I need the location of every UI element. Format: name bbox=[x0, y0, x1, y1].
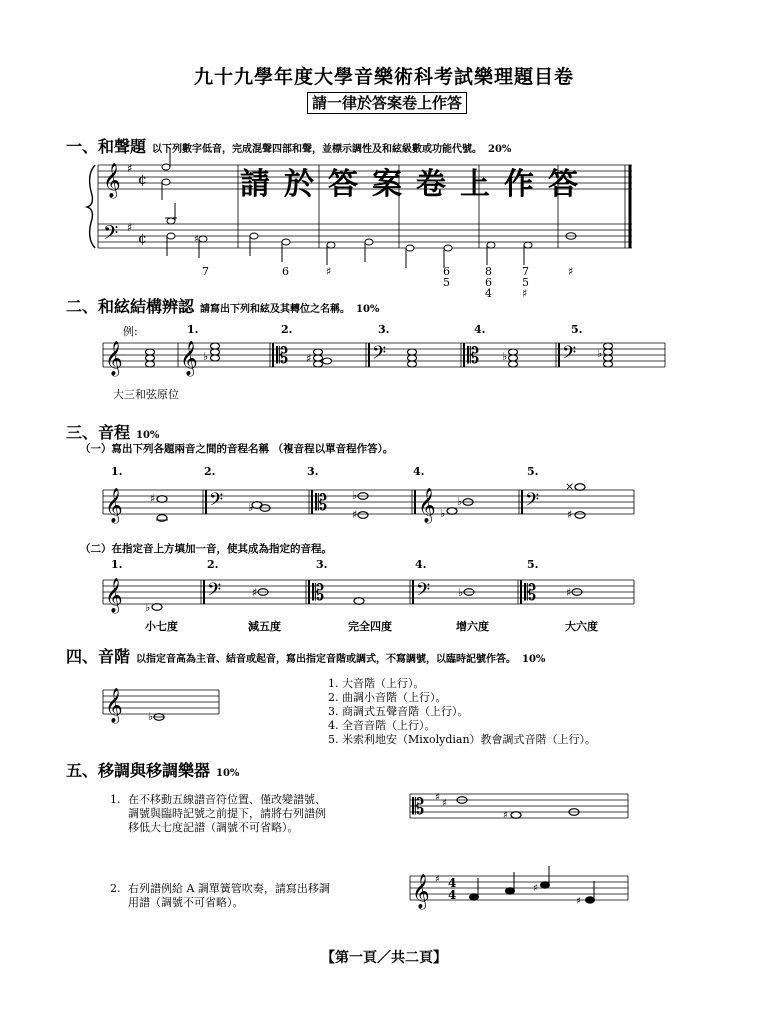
svg-text:大六度: 大六度 bbox=[565, 620, 598, 633]
q1-line: 調號與臨時記號之前提下，請將右列譜例 bbox=[128, 807, 326, 820]
sharp-icon: ♯ bbox=[127, 162, 133, 175]
sharp-icon: ♯ bbox=[533, 883, 538, 894]
bass-clef-icon: 𝄢 bbox=[525, 490, 540, 515]
flat-icon: ♭ bbox=[597, 347, 603, 360]
section5-staff2-symbols bbox=[412, 874, 581, 910]
svg-text:5: 5 bbox=[522, 276, 529, 289]
svg-text:減五度: 減五度 bbox=[248, 620, 281, 633]
example-label: 例: bbox=[123, 325, 138, 338]
svg-text:5.: 5. bbox=[571, 323, 583, 336]
svg-text:1.: 1. bbox=[111, 465, 123, 478]
sharp-icon: ♯ bbox=[435, 792, 440, 803]
section1-title: 一、和聲題 bbox=[66, 137, 147, 156]
section2-instruction: 請寫出下列和絃及其轉位之名稱。 bbox=[200, 304, 351, 315]
section3a-staff bbox=[103, 490, 634, 514]
section2-numbers bbox=[187, 323, 582, 336]
svg-text:3.: 3. bbox=[378, 323, 390, 336]
double-sharp-icon: × bbox=[565, 480, 575, 493]
svg-text:♯: ♯ bbox=[568, 265, 574, 278]
sharp-icon: ♯ bbox=[127, 221, 133, 234]
alto-clef-icon: 𝄡 bbox=[524, 581, 537, 606]
q2-number: 2. bbox=[110, 882, 121, 895]
svg-text:小七度: 小七度 bbox=[145, 620, 178, 633]
alto-clef-icon: 𝄡 bbox=[315, 491, 328, 516]
flat-icon: ♭ bbox=[458, 586, 464, 599]
watermark-answer: 請於答案卷上作答 bbox=[240, 167, 592, 202]
svg-text:5.: 5. bbox=[527, 558, 539, 571]
section1-instruction: 以下列數字低音，完成混聲四部和聲，並標示調性及和絃級數或功能代號。 bbox=[152, 144, 483, 155]
svg-text:2.: 2. bbox=[204, 465, 216, 478]
svg-text:1.: 1. bbox=[187, 323, 199, 336]
sharp-icon: ♯ bbox=[194, 234, 199, 245]
treble-clef-icon: 𝄞 bbox=[418, 488, 436, 523]
section5-title: 五、移調與移調樂器 bbox=[66, 761, 211, 780]
section4-instruction: 以指定音高為主音、結音或起音，寫出指定音階或調式，不寫調號，以臨時記號作答。 bbox=[136, 654, 517, 665]
svg-text:4: 4 bbox=[485, 287, 492, 300]
time-sig-top: 4 bbox=[448, 876, 457, 890]
svg-text:6: 6 bbox=[443, 265, 450, 278]
sharp-icon: ♯ bbox=[352, 508, 358, 521]
flat-icon: ♭ bbox=[248, 501, 254, 514]
flat-icon: ♭ bbox=[352, 489, 358, 502]
bass-clef-icon: 𝄢 bbox=[562, 343, 577, 368]
svg-text:5.: 5. bbox=[527, 465, 539, 478]
svg-text:4.: 4. bbox=[474, 323, 486, 336]
sharp-icon: ♯ bbox=[435, 874, 440, 885]
cut-time-icon: ¢ bbox=[138, 231, 147, 247]
flat-icon: ♭ bbox=[457, 495, 463, 508]
svg-text:3.: 3. bbox=[316, 558, 328, 571]
bass-clef-icon: 𝄢 bbox=[416, 580, 431, 605]
bass-clef-icon: 𝄢 bbox=[207, 580, 222, 605]
figured-bass bbox=[202, 265, 573, 300]
time-sig-bottom: 4 bbox=[448, 888, 457, 902]
section2-weight: 10% bbox=[356, 304, 380, 315]
treble-clef-icon: 𝄞 bbox=[105, 488, 123, 523]
sharp-icon: ♯ bbox=[576, 896, 581, 907]
sharp-icon: ♯ bbox=[566, 586, 572, 599]
flat-icon: ♭ bbox=[203, 350, 209, 363]
svg-text:♯: ♯ bbox=[522, 287, 528, 300]
alto-clef-icon: 𝄡 bbox=[412, 795, 425, 820]
scale-item: 3. 商調式五聲音階（上行）。 bbox=[328, 705, 469, 718]
sharp-icon: ♯ bbox=[306, 352, 312, 365]
q1-line: 移低大七度記譜（調號不可省略）。 bbox=[128, 821, 299, 834]
svg-text:7: 7 bbox=[202, 265, 209, 278]
q2-line: 用譜（調號不可省略）。 bbox=[128, 896, 244, 909]
treble-clef-icon: 𝄞 bbox=[105, 341, 123, 376]
tenor-clef-icon: 𝄡 bbox=[467, 344, 480, 369]
sharp-icon: ♯ bbox=[252, 586, 258, 599]
svg-text:6: 6 bbox=[485, 276, 492, 289]
section4-title: 四、音階 bbox=[66, 647, 131, 666]
answer-notice: 請一律於答案卷上作答 bbox=[307, 92, 467, 114]
sharp-icon: ♯ bbox=[150, 492, 156, 505]
flat-icon: ♭ bbox=[145, 601, 151, 614]
section1-weight: 20% bbox=[488, 144, 512, 155]
section2-title: 二、和絃結構辨認 bbox=[66, 297, 195, 316]
page-footer: 【第一頁／共二頁】 bbox=[321, 950, 447, 966]
svg-text:完全四度: 完全四度 bbox=[348, 620, 392, 633]
svg-text:4.: 4. bbox=[413, 465, 425, 478]
treble-clef-icon: 𝄞 bbox=[103, 163, 121, 198]
svg-text:7: 7 bbox=[522, 265, 529, 278]
sharp-icon: ♯ bbox=[503, 810, 508, 821]
page-title: 九十九學年度大學音樂術科考試樂理題目卷 bbox=[193, 66, 574, 88]
flat-icon: ♭ bbox=[148, 710, 154, 723]
section4-weight: 10% bbox=[522, 654, 546, 665]
svg-text:2.: 2. bbox=[207, 558, 219, 571]
section3a-numbers bbox=[111, 465, 538, 478]
scale-item: 1. 大音階（上行）。 bbox=[328, 677, 425, 690]
svg-text:2.: 2. bbox=[281, 323, 293, 336]
section3-weight: 10% bbox=[136, 430, 160, 441]
svg-text:1.: 1. bbox=[111, 558, 123, 571]
flat-icon: ♭ bbox=[440, 507, 446, 520]
q1-number: 1. bbox=[110, 793, 121, 806]
q2-line: 右列譜例給 A 調單簧管吹奏，請寫出移調 bbox=[128, 882, 330, 895]
tenor-clef-icon: 𝄡 bbox=[312, 581, 325, 606]
section3b-symbols bbox=[105, 578, 571, 614]
section1-notes bbox=[162, 148, 576, 268]
svg-text:3.: 3. bbox=[307, 465, 319, 478]
scale-item: 2. 曲調小音階（上行）。 bbox=[328, 691, 447, 704]
section3b-staff bbox=[103, 580, 634, 604]
treble-clef-icon: 𝄞 bbox=[105, 578, 123, 613]
scale-item: 5. 米索利地安（Mixolydian）教會調式音階（上行）。 bbox=[328, 733, 597, 746]
section3-part2: （二）在指定音上方填加一音，使其成為指定的音程。 bbox=[80, 543, 332, 555]
alto-clef-icon: 𝄡 bbox=[276, 344, 289, 369]
section5-staff2 bbox=[410, 876, 628, 900]
svg-text:5: 5 bbox=[443, 276, 450, 289]
flat-icon: ♭ bbox=[502, 350, 508, 363]
bass-clef-icon: 𝄢 bbox=[372, 343, 387, 368]
scale-item: 4. 全音音階（上行）。 bbox=[328, 719, 436, 732]
section2-symbols bbox=[105, 341, 602, 377]
cut-time-icon: ¢ bbox=[138, 172, 147, 188]
section3-title: 三、音程 bbox=[66, 423, 131, 442]
svg-text:增六度: 增六度 bbox=[456, 620, 489, 633]
sharp-icon: ♯ bbox=[567, 508, 573, 521]
svg-text:♯: ♯ bbox=[326, 265, 332, 278]
svg-text:6: 6 bbox=[282, 265, 289, 278]
interval-labels bbox=[145, 619, 598, 633]
svg-text:4.: 4. bbox=[415, 558, 427, 571]
section3b-numbers bbox=[111, 558, 538, 571]
treble-clef-icon: 𝄞 bbox=[412, 874, 430, 909]
bass-clef-icon: 𝄢 bbox=[209, 490, 224, 515]
sharp-icon: ♯ bbox=[442, 798, 447, 809]
q1-line: 在不移動五線譜音符位置、僅改變譜號、 bbox=[128, 793, 326, 806]
bass-clef-icon: 𝄢 bbox=[103, 221, 119, 249]
svg-text:8: 8 bbox=[485, 265, 492, 278]
treble-clef-icon: 𝄞 bbox=[105, 688, 123, 723]
section3-part1: （一）寫出下列各題兩音之間的音程名稱 （複音程以單音程作答）。 bbox=[80, 443, 394, 455]
treble-clef-icon: 𝄞 bbox=[180, 341, 198, 376]
section5-weight: 10% bbox=[216, 768, 240, 779]
example-answer: 大三和弦原位 bbox=[113, 388, 179, 401]
